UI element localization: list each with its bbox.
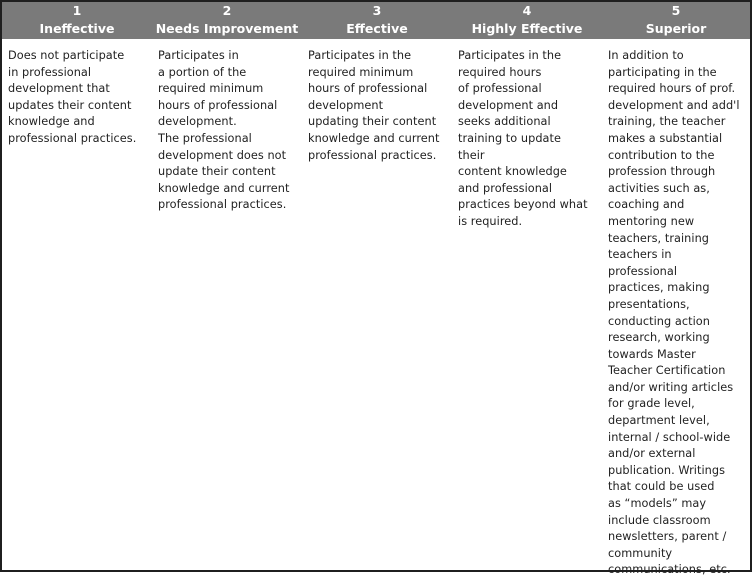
- level-label: Effective: [346, 21, 408, 36]
- description-highly-effective: Participates in the required hours of professional development and seeks additional training to update their content knowledge and professional practices beyond what is required.: [458, 49, 588, 228]
- level-label: Ineffective: [39, 21, 115, 36]
- description-ineffective: Does not participate in professional development that updates their content knowledge and professional practices.: [8, 49, 137, 145]
- level-number: 3: [372, 3, 382, 18]
- description-needs-improvement: Participates in a portion of the required minimum hours of professional development. The professional development does not update their content knowledge and current professional practices.: [158, 49, 290, 212]
- description-superior: In addition to participating in the required hours of prof. development and add'l training, the teacher makes a substantial contribution to the profession through activities such as, coaching and mentoring new teachers, training teachers in professional practices, making presentations, conducting action research, working towards Master Teacher Certification and/or writing articles for grade level, department level, internal / school-wide and/or external publication. Writings that could be used as “models” may include classroom newsletters, parent / community communications, etc.: [608, 49, 740, 577]
- level-label: Superior: [645, 21, 707, 36]
- level-label: Highly Effective: [471, 21, 583, 36]
- level-number: 1: [72, 3, 82, 18]
- level-number: 4: [522, 3, 532, 18]
- header-cell-highly-effective: [452, 2, 602, 39]
- level-number: 2: [222, 3, 232, 18]
- rubric-body-row: [2, 39, 750, 577]
- rubric-header-row: [2, 2, 750, 39]
- level-label: Needs Improvement: [155, 21, 299, 36]
- header-cell-superior: [602, 2, 750, 39]
- level-number: 5: [671, 3, 681, 18]
- header-cell-ineffective: [2, 2, 152, 39]
- description-effective: Participates in the required minimum hours of professional development updating their content knowledge and current professional practices.: [308, 49, 440, 162]
- header-cell-effective: [302, 2, 452, 39]
- header-cell-needs-improvement: [152, 2, 302, 39]
